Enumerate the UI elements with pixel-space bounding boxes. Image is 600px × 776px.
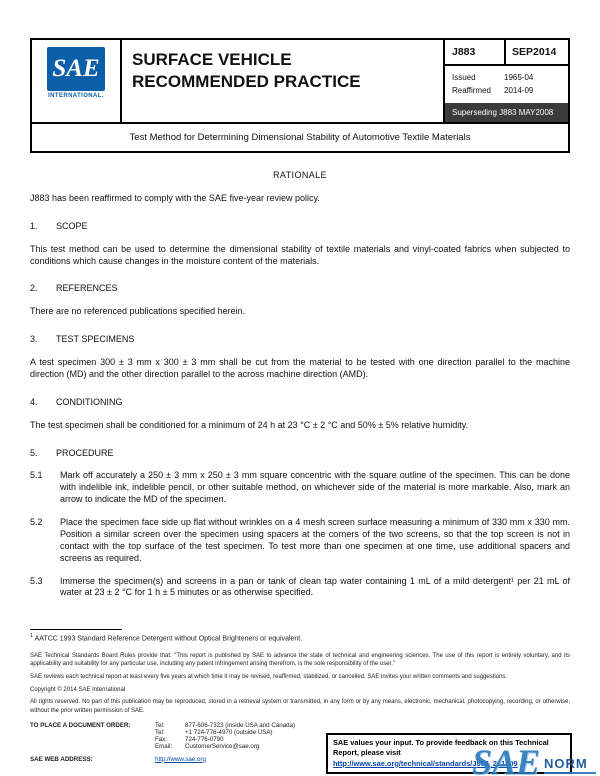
section-2-title: REFERENCES [56,283,118,294]
section-4-number: 4. [30,396,38,407]
footnote-rule [30,629,122,630]
section-1-number: 1. [30,220,38,231]
header-info-column [445,40,568,122]
subsection-5-3 [30,576,570,600]
legal-notices [30,652,570,716]
reaffirmed-row [452,86,561,95]
copyright-notice: Copyright © 2014 SAE International [30,686,126,693]
legal-review-policy: SAE reviews each technical report at least every five years at which time it may be revised, reaffirmed, stabilized, or cancelled. SAE invites your written comments and suggestions. [30,673,508,680]
sae-logo [32,40,122,122]
rights-notice: All rights reserved. No part of this publication may be reproduced, stored in a retrieval system or transmitted, in any form or by any means, electronic, mechanical, photocopying, recording, or otherwise, without the prior written permission of SAE. [30,699,570,715]
doc-number-row [445,40,568,66]
section-3-title: TEST SPECIMENS [56,334,135,345]
document-body [30,170,570,599]
watermark-norm-text: NORM [544,756,588,771]
section-3-text: A test specimen 300 ± 3 mm x 300 ± 3 mm shall be cut from the material to be tested with one direction parallel to the machine direction (MD) and the other direction parallel to the across machine direction (AMD). [30,357,570,379]
section-1-text: This test method can be used to determine the dimensional stability of textile materials and vinyl-coated fabrics when subjected to conditions which cause changes in the moisture content of the materials. [30,243,570,266]
contact-line-fax [155,736,295,743]
subsection-5-3-number: 5.3 [30,575,43,586]
subsection-5-1-number: 5.1 [30,470,43,481]
section-2-number: 2. [30,283,38,294]
section-1-heading [30,221,570,233]
section-4-heading [30,397,570,409]
section-4-title: CONDITIONING [56,396,123,407]
section-2-text: There are no referenced publications specified herein. [30,306,246,317]
contact-value: 877-606-7323 (inside USA and Canada) [185,721,296,729]
document-class-title: SURFACE VEHICLE RECOMMENDED PRACTICE [122,40,445,122]
order-contact-lines [155,722,295,750]
subsection-5-2-text: Place the specimen face side up flat without wrinkles on a 4 mesh screen surface measuring a minimum of 330 mm x 330 mm. Position a similar screen over the specimen using spacers at the corners of the two screens, so that the top screen is not in contact with the top surface of the test specimen. To test more than one specimen at one time, use additional spacers and screens as required. [60,517,570,563]
reaffirmed-date: 2014-09 [504,86,534,95]
watermark-sae-icon: SAE [471,742,540,776]
sae-logo-subtext: INTERNATIONAL. [48,93,104,99]
reaffirmed-label: Reaffirmed [452,86,491,95]
issued-row [452,73,561,82]
section-2-heading [30,283,570,295]
rationale-heading: RATIONALE [273,170,327,180]
section-4-text: The test specimen shall be conditioned for a minimum of 24 h at 23 °C ± 2 °C and 50% ± 5% relative humidity. [30,419,469,430]
superseding-bar: Superseding J883 MAY2008 [445,103,568,122]
feedback-link[interactable]: http://www.sae.org/technical/standards/J883_201409 [333,758,518,768]
section-5-heading [30,448,570,460]
footnote-text: AATCC 1993 Standard Reference Detergent without Optical Brighteners or equivalent. [34,635,303,643]
web-address-label: SAE WEB ADDRESS: [30,755,93,763]
contact-line-tel-2 [155,729,295,736]
header-table [30,38,570,124]
document-content [30,38,570,763]
order-contact [30,722,330,750]
contact-block [30,722,330,763]
contact-label: Tel: [155,728,165,736]
sae-logo-icon: SAE [47,47,105,91]
subsection-5-3-text: Immerse the specimen(s) and screens in a pan or tank of clean tap water containing 1 mL of a mild detergent¹ per 21 mL of water at 23 ± 2 °C for 1 h ± 5 minutes or as otherwise specified. [60,575,570,598]
doc-number: J883 [445,40,506,64]
section-3-number: 3. [30,334,38,345]
contact-line-tel-1 [155,722,295,729]
subsection-5-1-text: Mark off accurately a 250 ± 3 mm x 250 ± 3 mm square concentric with the square outline of the specimen. This can be done with indelible ink, indelible pencil, or other suitable method, on whichever side of the material is more markable. Also, mark an arrow to indicate the MD of the specimen. [60,470,570,505]
legal-standards-board-rules: SAE Technical Standards Board Rules provide that: "This report is published by SAE to advance the state of technical and engineering sciences. The use of this report is entirely voluntary, and its applicability and suitability for any particular use, including any patent infringement arising therefrom, is the sole responsibility of the user." [30,652,570,668]
doc-revision-date: SEP2014 [512,46,557,58]
footnote-marker: 1 [30,633,34,640]
section-1-title: SCOPE [56,220,88,231]
section-3-heading [30,334,570,346]
subsection-5-2 [30,517,570,565]
section-5-number: 5. [30,447,38,458]
contact-label: Tel: [155,721,165,729]
order-label: TO PLACE A DOCUMENT ORDER: [30,721,131,729]
feedback-text: SAE values your input. To provide feedback on this Technical Report, please visit [333,737,549,758]
issued-label: Issued [452,73,476,82]
contact-line-email [155,743,295,750]
contact-label: Fax: [155,735,168,743]
section-5-title: PROCEDURE [56,447,114,458]
subsection-5-1 [30,470,570,506]
contact-value: +1 724-776-4970 (outside USA) [185,728,273,736]
web-address-row [30,756,330,763]
contact-value: CustomerService@sae.org [185,742,260,750]
doc-dates [445,66,568,103]
sae-website-link[interactable]: http://www.sae.org [155,755,206,763]
contact-label: Email: [155,742,173,750]
rationale-text: J883 has been reaffirmed to comply with the SAE five-year review policy. [30,192,320,203]
subsection-5-2-number: 5.2 [30,517,43,527]
issued-date: 1965-04 [504,73,534,82]
footnote [30,629,570,642]
contact-value: 724-776-0790 [185,735,224,743]
document-title: Test Method for Determining Dimensional Stability of Automotive Textile Materials [30,124,570,153]
feedback-box [326,733,572,774]
